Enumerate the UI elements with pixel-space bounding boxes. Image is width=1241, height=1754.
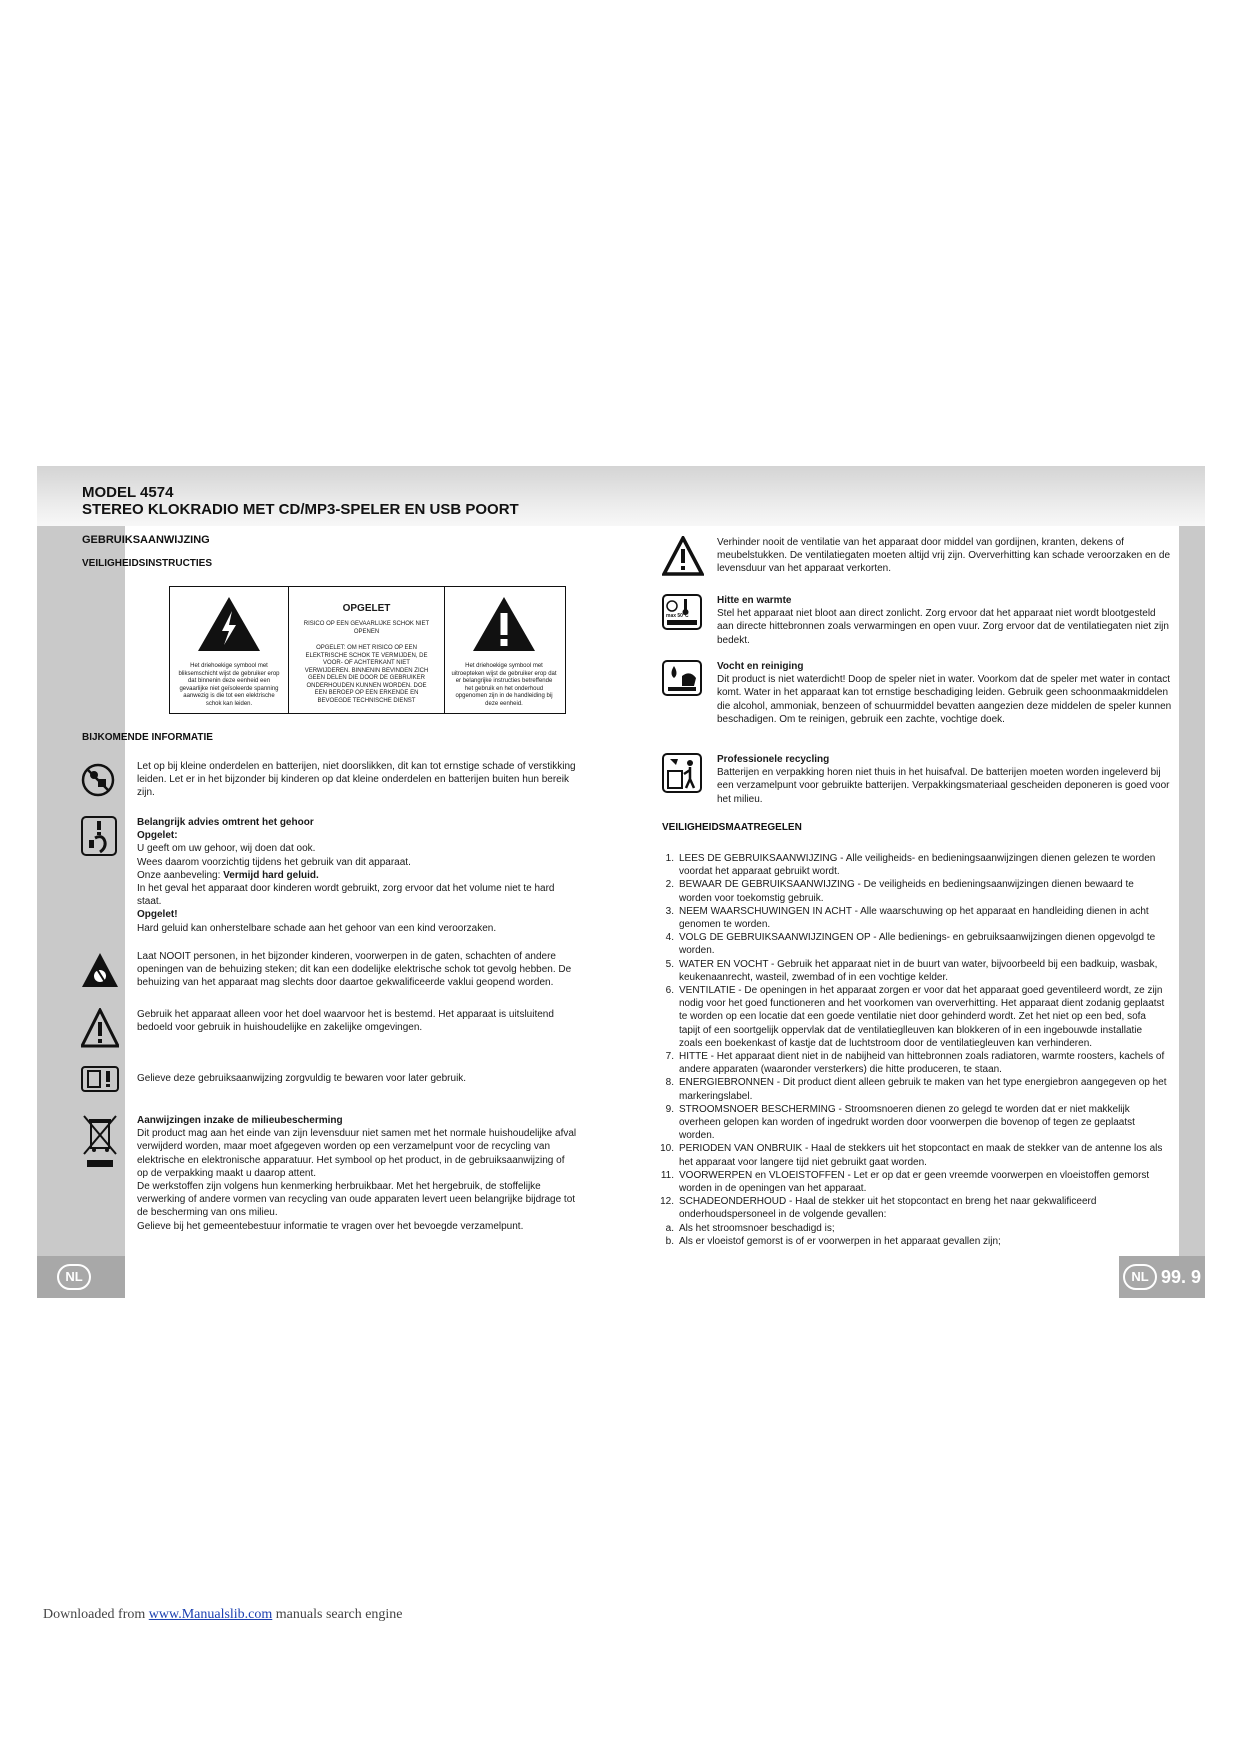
safety-measure-item bbox=[657, 931, 1167, 957]
safety-measure-item bbox=[657, 1142, 1167, 1168]
language-badge: NL bbox=[1123, 1264, 1157, 1290]
safety-heading: VEILIGHEIDSINSTRUCTIES bbox=[82, 558, 213, 569]
page-title bbox=[82, 484, 519, 518]
safety-measure-number: 6. bbox=[665, 985, 674, 997]
header-band bbox=[37, 466, 1205, 526]
safety-measure-number: 2. bbox=[665, 879, 674, 891]
safety-measure-text: STROOMSNOER BESCHERMING - Stroomsnoeren dienen zo gelegd te worden dat er niet makkelijk overheen gelopen kan worden of ingedrukt worden door voorwerpen die bovenop of tegen ze geplaatst worden. bbox=[679, 1103, 1135, 1142]
openings-text: Laat NOOIT personen, in het bijzonder kinderen, voorwerpen in de gaten, schachten of andere openingen van de behuizing steken; dit kan een dodelijke elektrische schok tot gevolg hebben. De behuizing van het apparaat mag slechts door daartoe gekwalificeerde vaklui geopend worden. bbox=[137, 951, 572, 989]
safety-measure-text: WATER EN VOCHT - Gebruik het apparaat niet in de buurt van water, bijvoorbeeld bij een badkuip, wasbak, keukenaanrecht, wasteil, zwembad of in een vochtige kelder. bbox=[679, 958, 1158, 983]
manual-spread bbox=[37, 466, 1205, 1298]
footer-suffix: manuals search engine bbox=[272, 1607, 403, 1622]
warning-box-right bbox=[445, 587, 563, 713]
exclamation-explanation: Het driehoekige symbool met uitroepteken wijst de gebruiker erop dat er belangrijke instructies betreffende het gebruik en het onderhoud opgenomen zijn in de handleiding bij deze eenheid. bbox=[451, 663, 557, 707]
moisture-text: Dit product is niet waterdicht! Doop de speler niet in water. Voorkom dat de speler met water in contact komt. Water in het apparaat kan tot ernstige beschadiging leiden. Gebruik geen schoonmaakmiddelen die alcohol, ammoniak, benzeen of schuurmiddel bevatten aangezien deze middelen de speler kunnen beschadigen. Om te reinigen, gebruik een zachte, vochtige doek. bbox=[717, 674, 1172, 725]
safety-measure-number: 9. bbox=[665, 1103, 674, 1115]
safety-measures-heading: VEILIGHEIDSMAATREGELEN bbox=[662, 822, 802, 833]
safety-measure-number: 11. bbox=[660, 1169, 674, 1181]
moisture-title: Vocht en reiniging bbox=[717, 661, 804, 672]
hearing-caution-2: Opgelet! bbox=[137, 909, 178, 921]
safety-measure-item bbox=[657, 1103, 1167, 1143]
safety-measure-text: VENTILATIE - De openingen in het apparaat zorgen er voor dat het apparaat goed geventileerd wordt, ze zijn nodig voor het goed functioneren and het voorkomen van oververhitting. Het apparaat dient zodanig geplaatst te worden op een locatie dat een goede ventilatie niet door gehinderd wordt. Zet het niet op een bed, sofa tapijt of een soortgelijk oppervlak dat de ventilatieglleuven kan blokkeren of in een ingebouwde installatie zoals een boekenkast of kastje dat de luchtstroom door de ventilatiegleuven kan verhinderen. bbox=[679, 985, 1165, 1049]
recycling-text: Batterijen en verpakking horen niet thuis in het huisafval. De batterijen moeten worden ingeleverd bij een verzamelpunt voor gebruikte batterijen. Verpakkingsmateriaal gescheiden deponeren is goed voor het milieu. bbox=[717, 767, 1170, 805]
product-name: STEREO KLOKRADIO MET CD/MP3-SPELER EN USB POORT bbox=[82, 501, 519, 518]
safety-measure-number: 4. bbox=[665, 932, 674, 944]
safety-measure-text: VOLG DE GEBRUIKSAANWIJZINGEN OP - Alle bedienings- en gebruiksaanwijzingen dienen opgevolgd te worden. bbox=[679, 932, 1156, 957]
thermometer-icon bbox=[662, 594, 702, 630]
lightning-triangle-icon bbox=[196, 595, 262, 653]
shock-hazard-icon bbox=[81, 952, 119, 988]
safety-measure-item bbox=[657, 984, 1167, 1050]
intended-use-text: Gebruik het apparaat alleen voor het doel waarvoor het is bestemd. Het apparaat is uitsluitend bedoeld voor gebruik in huishoudelijke en zakelijke omgevingen. bbox=[137, 1009, 554, 1034]
max-temperature-label: max 50°C bbox=[666, 613, 689, 619]
footer-prefix: Downloaded from bbox=[43, 1607, 149, 1622]
weee-bin-icon bbox=[81, 1114, 119, 1170]
safety-measure-item bbox=[657, 1169, 1167, 1195]
warning-box-left bbox=[170, 587, 289, 713]
safety-measure-text: ENERGIEBRONNEN - Dit product dient alleen gebruik te maken van het type energiebron aangegeven op het markeringslabel. bbox=[679, 1077, 1167, 1102]
hearing-line-7: Hard geluid kan onherstelbare schade aan het gehoor van een kind veroorzaken. bbox=[137, 922, 497, 934]
water-drop-icon bbox=[662, 660, 702, 696]
environment-para-2: De werkstoffen zijn volgens hun kenmerking herbruikbaar. Met het hergebruik, de stoffelijke verwerking of andere vormen van recycling van oude apparaten levert ueen belangrijke bijdrage tot de bescherming van ons milieu. bbox=[137, 1181, 576, 1219]
warning-box bbox=[169, 586, 566, 714]
hearing-recommendation-label: Onze aanbeveling: bbox=[137, 869, 224, 881]
hearing-caution-1: Opgelet: bbox=[137, 830, 178, 842]
warning-triangle-icon bbox=[81, 1008, 119, 1048]
safety-measure-item bbox=[657, 1222, 1167, 1235]
safety-measure-number: b. bbox=[665, 1235, 674, 1247]
manual-book-icon bbox=[81, 1066, 119, 1092]
hearing-recommendation: Vermijd hard geluid. bbox=[223, 869, 319, 881]
caution-subtitle: RISICO OP EEN GEVAARLIJKE SCHOK NIET OPENEN bbox=[303, 621, 430, 635]
warning-box-center bbox=[289, 587, 445, 713]
hearing-line-3: Wees daarom voorzichtig tijdens het gebruik van dit apparaat. bbox=[137, 856, 411, 868]
safety-measure-number: 5. bbox=[665, 958, 674, 970]
no-small-parts-icon bbox=[81, 763, 115, 797]
safety-measure-text: LEES DE GEBRUIKSAANWIJZING - Alle veiligheids- en bedieningsaanwijzingen dienen gelezen te worden voordat het apparaat gebruikt wordt. bbox=[679, 853, 1156, 878]
safety-measure-item bbox=[657, 905, 1167, 931]
safety-measure-item bbox=[657, 1050, 1167, 1076]
safety-measure-item bbox=[657, 878, 1167, 904]
hearing-line-5: In het geval het apparaat door kinderen wordt gebruikt, zorg ervoor dat het volume niet te hard staat. bbox=[137, 883, 555, 908]
safety-measure-item bbox=[657, 852, 1167, 878]
manualslib-link[interactable]: www.Manualslib.com bbox=[148, 1607, 273, 1622]
right-sidebar bbox=[1179, 526, 1205, 1282]
left-column bbox=[82, 526, 615, 1256]
hearing-title: Belangrijk advies omtrent het gehoor bbox=[137, 817, 314, 828]
safety-measure-number: 8. bbox=[665, 1077, 674, 1089]
safety-measure-number: 7. bbox=[665, 1051, 674, 1063]
recycling-title: Professionele recycling bbox=[717, 754, 830, 765]
environment-title: Aanwijzingen inzake de milieubescherming bbox=[137, 1115, 343, 1126]
manual-heading: GEBRUIKSAANWIJZING bbox=[82, 534, 210, 546]
safety-measure-text: Als het stroomsnoer beschadigd is; bbox=[679, 1222, 835, 1234]
right-column bbox=[660, 526, 1179, 1256]
language-badge: NL bbox=[57, 1264, 91, 1290]
safety-measure-number: a. bbox=[665, 1222, 674, 1234]
choking-text: Let op bij kleine onderdelen en batterijen, niet doorslikken, dit kan tot ernstige schade of verstikking leiden. Let er in het bijzonder bij kinderen op dat kleine onderdelen en batterijen buiten hun bereik zijn. bbox=[137, 761, 576, 799]
safety-measure-text: Als er vloeistof gemorst is of er voorwerpen in het apparaat gevallen zijn; bbox=[679, 1235, 1001, 1247]
safety-measure-text: PERIODEN VAN ONBRUIK - Haal de stekkers uit het stopcontact en maak de stekker van de antenne los als het apparaat voor langere tijd niet gebruikt gaat worden. bbox=[679, 1143, 1163, 1168]
model-number: MODEL 4574 bbox=[82, 484, 174, 501]
extra-info-heading: BIJKOMENDE INFORMATIE bbox=[82, 732, 213, 743]
safety-measure-item bbox=[657, 1076, 1167, 1102]
safety-measure-item bbox=[657, 958, 1167, 984]
keep-manual-text: Gelieve deze gebruiksaanwijzing zorgvuldig te bewaren voor later gebruik. bbox=[137, 1073, 467, 1084]
safety-measure-text: BEWAAR DE GEBRUIKSAANWIJZING - De veiligheids en bedieningsaanwijzingen dienen bewaard te worden voor toekomstig gebruik. bbox=[679, 879, 1134, 904]
safety-measure-number: 12. bbox=[660, 1196, 674, 1208]
warning-triangle-icon bbox=[662, 536, 704, 576]
environment-para-3: Gelieve bij het gemeentebestuur informatie te vragen over het bevoegde verzamelpunt. bbox=[137, 1220, 524, 1232]
hearing-line-2: U geeft om uw gehoor, wij doen dat ook. bbox=[137, 843, 316, 855]
caution-text: OPGELET: OM HET RISICO OP EEN ELEKTRISCHE SCHOK TE VERMIJDEN, DE VOOR- OF ACHTERKANT NIET VERWIJDEREN. BINNENIN BEVINDEN ZICH GEEN DELEN DIE DOOR DE GEBRUIKER ONDERHOUDEN KUNNEN WORDEN. DOE EEN BEROEP OP EEN ERKENDE EN BEVOEGDE TECHNISCHE DIENST bbox=[304, 645, 429, 704]
heat-text: Stel het apparaat niet bloot aan direct zonlicht. Zorg ervoor dat het apparaat niet wordt blootgesteld aan directe hittebronnen zoals verwarmingen en open vuur. Zorg ervoor dat de ventilatiegaten niet zijn bedekt. bbox=[717, 608, 1169, 646]
caution-title: OPGELET bbox=[342, 603, 391, 614]
safety-measure-text: NEEM WAARSCHUWINGEN IN ACHT - Alle waarschuwing op het apparaat en handleiding dienen in acht genomen te worden. bbox=[679, 905, 1149, 931]
recycling-bin-icon bbox=[662, 753, 702, 793]
safety-measure-number: 1. bbox=[665, 853, 674, 864]
safety-measure-text: SCHADEONDERHOUD - Haal de stekker uit het stopcontact en breng het naar gekwalificeerd onderhoudspersoneel in de volgende gevallen: bbox=[679, 1196, 1097, 1221]
safety-measure-item bbox=[657, 1195, 1167, 1221]
page-number: 99. 9 bbox=[1161, 1267, 1202, 1287]
safety-measure-item bbox=[657, 1235, 1167, 1248]
heat-title: Hitte en warmte bbox=[717, 595, 792, 606]
safety-measure-text: VOORWERPEN en VLOEISTOFFEN - Let er op dat er geen vreemde voorwerpen en vloeistoffen gemorst worden in de openingen van het apparaat. bbox=[679, 1169, 1150, 1195]
hearing-warning-icon bbox=[81, 816, 117, 856]
environment-para-1: Dit product mag aan het einde van zijn levensduur niet samen met het normale huishoudelijke afval verwijderd worden, maar moet afgegeven worden op een verzamelpunt voor de recycling van elektrische en elektronische apparatuur. Het symbool op het product, in de gebruiksaanwijzing of op de verpakking maakt u daarop attent. bbox=[137, 1128, 577, 1179]
safety-measure-number: 10. bbox=[660, 1143, 674, 1155]
left-page-footer bbox=[37, 1256, 125, 1298]
safety-measure-number: 3. bbox=[665, 905, 674, 917]
ventilation-text: Verhinder nooit de ventilatie van het apparaat door middel van gordijnen, kranten, dekens of meubelstukken. De ventilatiegaten moeten altijd vrij zijn. Oververhitting kan schade veroorzaken en de levensduur van het apparaat verkorten. bbox=[717, 537, 1171, 575]
safety-measures-list bbox=[657, 852, 1167, 1248]
download-footer bbox=[43, 1607, 403, 1623]
lightning-explanation: Het driehoekige symbool met bliksemschicht wijst de gebruiker erop dat binnenin deze eenheid een gevaarlijke niet geïsoleerde spanning aanwezig is die tot een elektrische schok kan leiden. bbox=[178, 663, 280, 707]
right-page-footer bbox=[1119, 1256, 1205, 1298]
safety-measure-text: HITTE - Het apparaat dient niet in de nabijheid van hittebronnen zoals radiatoren, warmte roosters, kachels of andere apparaten (waaronder versterkers) die hitte produceren, te staan. bbox=[679, 1051, 1165, 1076]
exclamation-triangle-icon bbox=[471, 595, 537, 653]
